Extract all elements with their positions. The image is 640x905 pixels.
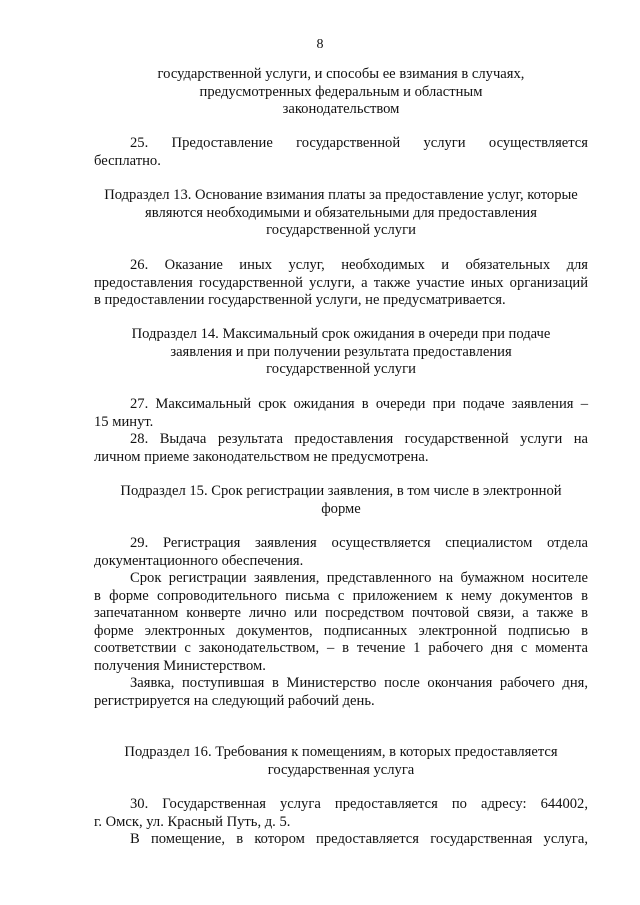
paragraph-28	[94, 431, 588, 466]
heading-line: Подраздел 15. Срок регистрации заявления, в том числе в электронной	[120, 483, 562, 499]
heading-line: Подраздел 14. Максимальный срок ожидания в очереди при подаче	[131, 326, 551, 342]
paragraph-line: предоставления государственной услуги, а также участие иных организаций	[94, 274, 588, 291]
paragraph-line: в форме сопроводительного письма с приложением к нему документов в	[94, 587, 588, 604]
paragraph-line: 28. Выдача результата предоставления государственной услуги на	[130, 431, 588, 447]
subsection-14-heading	[94, 326, 588, 379]
paragraph-line: 15 минут.	[94, 413, 154, 430]
paragraph-29-late-request	[94, 675, 588, 710]
paragraph-line: форме электронных документов, подписанных электронной подписью в	[94, 622, 588, 639]
heading-line: государственной услуги	[266, 222, 416, 238]
paragraph-30-premises	[94, 831, 588, 849]
heading-line: заявления и при получении результата предоставления	[170, 343, 512, 360]
paragraph-25	[94, 135, 588, 170]
subsection-13-heading	[94, 187, 588, 240]
paragraph-line: г. Омск, ул. Красный Путь, д. 5.	[94, 813, 291, 830]
paragraph-line: 30. Государственная услуга предоставляется по адресу: 644002,	[130, 796, 588, 812]
paragraph-30	[94, 796, 588, 831]
page-number: 8	[316, 37, 324, 52]
paragraph-line: запечатанном конверте лично или посредством почтовой связи, а также в	[94, 605, 588, 621]
heading-line: форме	[321, 500, 361, 517]
heading-line: предусмотренных федеральным и областным	[199, 83, 483, 100]
heading-line: государственной услуги	[266, 361, 416, 377]
heading-line: государственная услуга	[267, 761, 415, 778]
paragraph-27	[94, 396, 588, 431]
paragraph-line: бесплатно.	[94, 152, 161, 169]
heading-line: Подраздел 13. Основание взимания платы за предоставление услуг, которые	[104, 187, 578, 203]
subsection-15-heading	[94, 483, 588, 518]
paragraph-line: 25. Предоставление государственной услуги осуществляется	[130, 135, 588, 151]
subsection-16-heading	[94, 744, 588, 779]
heading-line: законодательством	[282, 101, 400, 117]
paragraph-line: соответствии с законодательством, – в течение 1 рабочего дня с момента	[94, 640, 588, 656]
paragraph-line: регистрируется на следующий рабочий день.	[94, 692, 375, 709]
heading-line: государственной услуги, и способы ее взимания в случаях,	[157, 66, 525, 82]
paragraph-line: получения Министерством.	[94, 657, 266, 674]
paragraph-29	[94, 535, 588, 570]
paragraph-line: В помещение, в котором предоставляется государственная услуга,	[130, 831, 588, 847]
paragraph-line: 27. Максимальный срок ожидания в очереди при подаче заявления –	[130, 396, 588, 412]
section-heading-continuation	[94, 66, 588, 119]
paragraph-line: 26. Оказание иных услуг, необходимых и обязательных для	[130, 257, 588, 273]
paragraph-line: документационного обеспечения.	[94, 552, 304, 569]
paragraph-line: в предоставлении государственной услуги, не предусматривается.	[94, 292, 506, 308]
paragraph-line: личном приеме законодательством не предусмотрена.	[94, 448, 429, 465]
paragraph-line: 29. Регистрация заявления осуществляется специалистом отдела	[130, 535, 588, 551]
paragraph-line: Заявка, поступившая в Министерство после окончания рабочего дня,	[130, 675, 588, 691]
paragraph-29-registration-term	[94, 570, 588, 675]
heading-line: являются необходимыми и обязательными для предоставления	[145, 204, 537, 221]
paragraph-line: Срок регистрации заявления, представленного на бумажном носителе	[130, 570, 588, 586]
heading-line: Подраздел 16. Требования к помещениям, в которых предоставляется	[124, 744, 558, 760]
paragraph-26	[94, 257, 588, 310]
